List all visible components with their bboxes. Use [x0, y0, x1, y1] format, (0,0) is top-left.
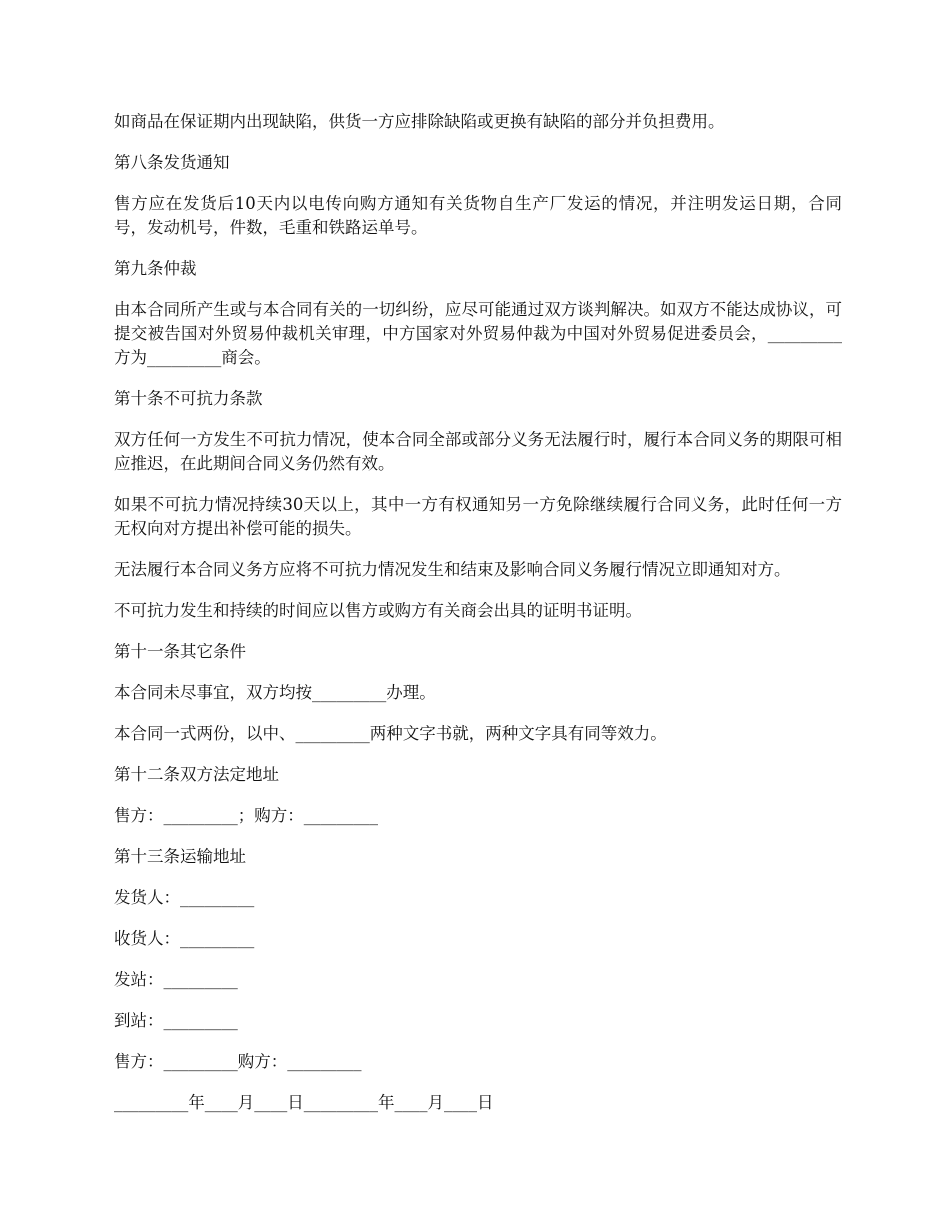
- article-12-heading: 第十二条双方法定地址: [114, 765, 279, 784]
- consignee-line: 收货人：_________: [114, 929, 255, 948]
- force-majeure-paragraph-1: 双方任何一方发生不可抗力情况，使本合同全部或部分义务无法履行时，履行本合同义务的期限可相应推迟，在此期间合同义务仍然有效。: [114, 430, 842, 473]
- shipment-notice-paragraph: 售方应在发货后10天内以电传向购方通知有关货物自生产厂发运的情况，并注明发运日期，合同号，发动机号，件数，毛重和铁路运单号。: [114, 194, 842, 237]
- article-8-heading: 第八条发货通知: [114, 153, 230, 172]
- document-page: [114, 110, 842, 1132]
- force-majeure-paragraph-4: 不可抗力发生和持续的时间应以售方或购方有关商会出具的证明书证明。: [114, 601, 642, 620]
- other-matters-paragraph: 本合同未尽事宜，双方均按_________办理。: [114, 683, 436, 702]
- legal-address-line: 售方：_________；购方：_________: [114, 806, 378, 825]
- warranty-defect-paragraph: 如商品在保证期内出现缺陷，供货一方应排除缺陷或更换有缺陷的部分并负担费用。: [114, 112, 725, 131]
- signature-parties-line: 售方：_________购方：_________: [114, 1052, 362, 1071]
- departure-station-line: 发站：_________: [114, 970, 238, 989]
- arrival-station-line: 到站：_________: [114, 1011, 238, 1030]
- signature-date-line: _________年____月____日_________年____月____日: [114, 1093, 494, 1112]
- force-majeure-paragraph-3: 无法履行本合同义务方应将不可抗力情况发生和结束及影响合同义务履行情况立即通知对方。: [114, 560, 791, 579]
- article-9-heading: 第九条仲裁: [114, 259, 197, 278]
- article-13-heading: 第十三条运输地址: [114, 847, 246, 866]
- copies-language-paragraph: 本合同一式两份，以中、_________两种文字书就，两种文字具有同等效力。: [114, 724, 667, 743]
- force-majeure-paragraph-2: 如果不可抗力情况持续30天以上，其中一方有权通知另一方免除继续履行合同义务，此时任何一方无权向对方提出补偿可能的损失。: [114, 495, 842, 538]
- article-10-heading: 第十条不可抗力条款: [114, 389, 263, 408]
- arbitration-paragraph: 由本合同所产生或与本合同有关的一切纠纷，应尽可能通过双方谈判解决。如双方不能达成协议，可提交被告国对外贸易仲裁机关审理，中方国家对外贸易仲裁为中国对外贸易促进委员会，_________方为_________商会。: [114, 300, 842, 367]
- consignor-line: 发货人：_________: [114, 888, 255, 907]
- article-11-heading: 第十一条其它条件: [114, 642, 246, 661]
